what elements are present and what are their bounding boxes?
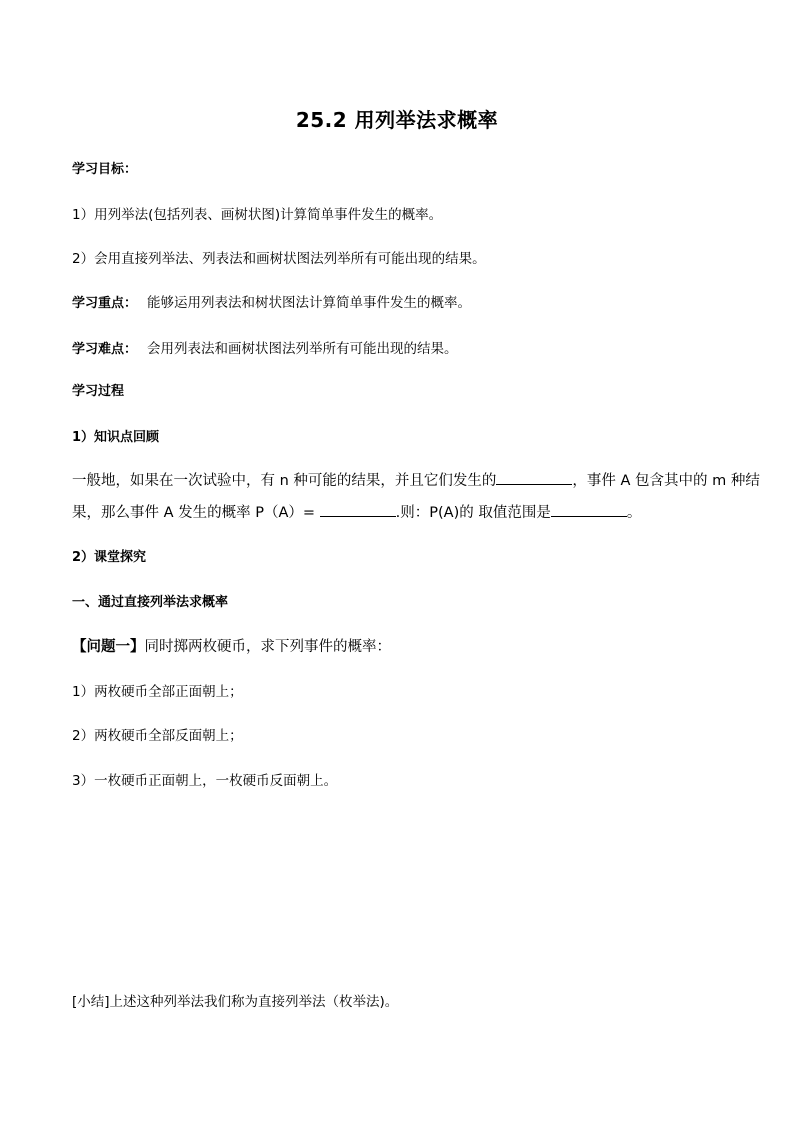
difficulty-text: 会用列表法和画树状图法列举所有可能出现的结果。 <box>147 341 458 357</box>
review-line-2-text-c: 。 <box>626 505 642 521</box>
review-line-1 <box>72 469 760 490</box>
objectives-label: 学习目标： <box>72 162 138 177</box>
key-point-label: 学习重点： <box>72 296 138 311</box>
explore-heading: 2）课堂探究 <box>72 550 147 565</box>
process-label: 学习过程 <box>72 384 125 399</box>
question-one <box>72 635 732 656</box>
section-direct-listing: 一、通过直接列举法求概率 <box>72 595 229 610</box>
question-item-3: 3）一枚硬币正面朝上，一枚硬币反面朝上。 <box>72 773 338 789</box>
review-line-1-text-b: ，事件 A 包含其中的 m 种结 <box>572 473 760 489</box>
difficulty-label: 学习难点： <box>72 342 138 357</box>
review-line-1-text-a: 一般地，如果在一次试验中，有 n 种可能的结果，并且它们发生的 <box>72 473 497 489</box>
objective-item-2: 2）会用直接列举法、列表法和画树状图法列举所有可能出现的结果。 <box>72 251 486 267</box>
key-point <box>72 291 732 311</box>
review-line-2 <box>72 501 732 522</box>
question-one-text: 同时掷两枚硬币，求下列事件的概率： <box>144 639 391 655</box>
blank-equally-likely[interactable] <box>496 470 572 485</box>
review-line-2-text-b: .则：P(A)的 取值范围是 <box>395 505 551 521</box>
question-item-2: 2）两枚硬币全部反面朝上； <box>72 728 243 744</box>
question-item-1: 1）两枚硬币全部正面朝上； <box>72 684 243 700</box>
objective-item-1: 1）用列举法(包括列表、画树状图)计算简单事件发生的概率。 <box>72 207 443 223</box>
key-point-text: 能够运用列表法和树状图法计算简单事件发生的概率。 <box>147 295 472 311</box>
review-line-2-text-a: 果，那么事件 A 发生的概率 P（A）= <box>72 505 320 521</box>
blank-probability-formula[interactable] <box>320 502 396 517</box>
difficulty <box>72 337 732 357</box>
blank-probability-range[interactable] <box>551 502 627 517</box>
summary-note: [小结]上述这种列举法我们称为直接列举法（枚举法)。 <box>72 994 399 1010</box>
review-heading: 1）知识点回顾 <box>72 430 160 445</box>
question-one-tag: 【问题一】 <box>72 639 145 655</box>
page-title: 25.2 用列举法求概率 <box>295 108 499 132</box>
